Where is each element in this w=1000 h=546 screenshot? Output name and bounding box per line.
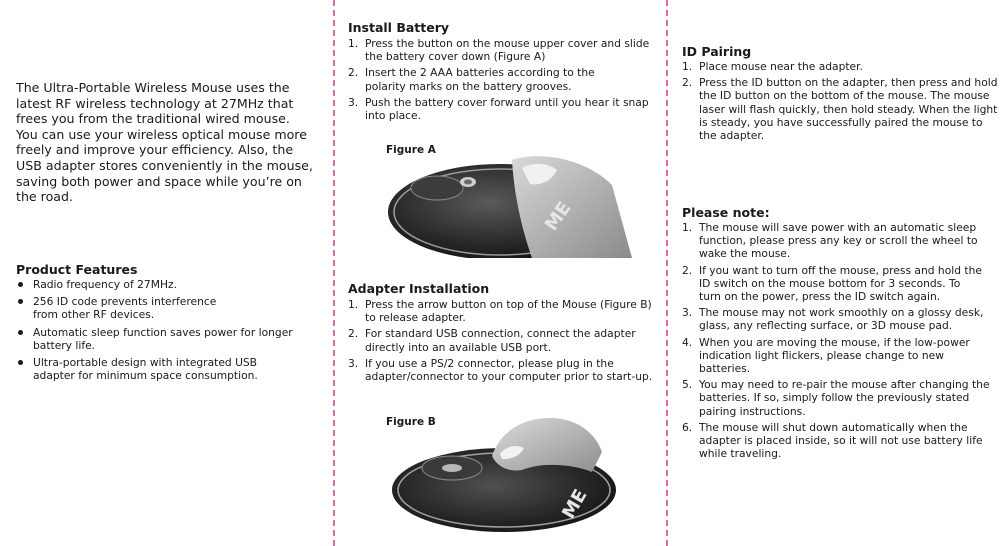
- install-battery-section: [348, 20, 658, 125]
- list-item: Radio frequency of 27MHz.: [16, 278, 316, 291]
- list-item: 3. If you use a PS/2 connector, please plug in the adapter/connector to your computer prior to start-up.: [348, 356, 653, 384]
- install-battery-title: Install Battery: [348, 20, 450, 35]
- bullet-icon: [18, 360, 23, 365]
- fold-line-left: [333, 0, 335, 546]
- please-note-section: [682, 205, 990, 463]
- adapter-installation-steps: [348, 298, 658, 383]
- id-pairing-title: ID Pairing: [682, 44, 752, 59]
- product-features-title: Product Features: [16, 262, 138, 277]
- list-item: 3. The mouse may not work smoothly on a glossy desk, glass, any reflecting surface, or 3D mouse pad.: [682, 306, 984, 333]
- svg-text:ME: ME: [558, 485, 592, 523]
- id-pairing-steps: [682, 60, 998, 143]
- list-item: 3. Push the battery cover forward until you hear it snap into place.: [348, 95, 649, 123]
- list-item: 1. Press the button on the mouse upper cover and slide the battery cover down (Figure A): [348, 37, 650, 64]
- product-features-section: [16, 262, 316, 386]
- product-features-list: [16, 278, 316, 382]
- list-item: 256 ID code prevents interference from other RF devices.: [16, 295, 243, 321]
- please-note-steps: [682, 221, 990, 461]
- list-item: 6. The mouse will shut down automatically when the adapter is placed inside, so it will not use battery life while traveling.: [682, 420, 983, 461]
- list-item: 1. Place mouse near the adapter.: [682, 60, 863, 73]
- list-item: Ultra-portable design with integrated USB adapter for minimum space consumption.: [16, 356, 295, 382]
- list-item: 5. You may need to re-pair the mouse after changing the batteries. If so, simply follow the previously stated pairing instructions.: [682, 378, 990, 418]
- bullet-icon: [18, 330, 23, 335]
- svg-text:Figure A: Figure A: [386, 144, 436, 156]
- list-item: Automatic sleep function saves power for longer battery life.: [16, 326, 293, 352]
- mouse-adapter-photo: [382, 412, 638, 532]
- figure-b: [382, 412, 638, 532]
- list-item: 2. Press the ID button on the adapter, then press and hold the ID button on the bottom of the mouse. The mouse laser will flash quickly, then hold steady. When the light is steady, you have successfully paired the mouse to the adapter.: [682, 76, 998, 143]
- list-item: 4. When you are moving the mouse, if the low-power indication light flickers, please change to new batteries.: [682, 335, 970, 376]
- id-pairing-section: [682, 44, 998, 145]
- fold-line-right: [666, 0, 668, 546]
- mouse-battery-photo: [382, 140, 638, 258]
- list-item: 1. The mouse will save power with an automatic sleep function, please press any key or scroll the wheel to wake the mouse.: [682, 221, 978, 261]
- please-note-title: Please note:: [682, 205, 770, 220]
- list-item: 1. Press the arrow button on top of the Mouse (Figure B) to release adapter.: [348, 298, 652, 325]
- list-item: 2. Insert the 2 AAA batteries according to the polarity marks on the battery grooves.: [348, 66, 595, 93]
- figure-a: [382, 140, 638, 258]
- bullet-icon: [18, 282, 23, 287]
- list-item: 2. If you want to turn off the mouse, press and hold the ID switch on the mouse bottom for 3 seconds. To turn on the power, press the ID switch again.: [682, 263, 982, 304]
- install-battery-steps: [348, 37, 658, 122]
- intro-paragraph: The Ultra-Portable Wireless Mouse uses the latest RF wireless technology at 27MHz that frees you from the traditional wired mouse. You can use your wireless optical mouse more freely and improve your efficiency. Also, the USB adapter stores conveniently in the mouse, saving both power and space while you’re on the road.: [16, 80, 313, 205]
- adapter-installation-title: Adapter Installation: [348, 281, 490, 296]
- adapter-installation-section: [348, 281, 658, 386]
- svg-text:Figure B: Figure B: [386, 416, 436, 428]
- svg-text:ME: ME: [540, 198, 576, 235]
- bullet-icon: [18, 299, 23, 304]
- list-item: 2. For standard USB connection, connect the adapter directly into an available USB port.: [348, 327, 636, 354]
